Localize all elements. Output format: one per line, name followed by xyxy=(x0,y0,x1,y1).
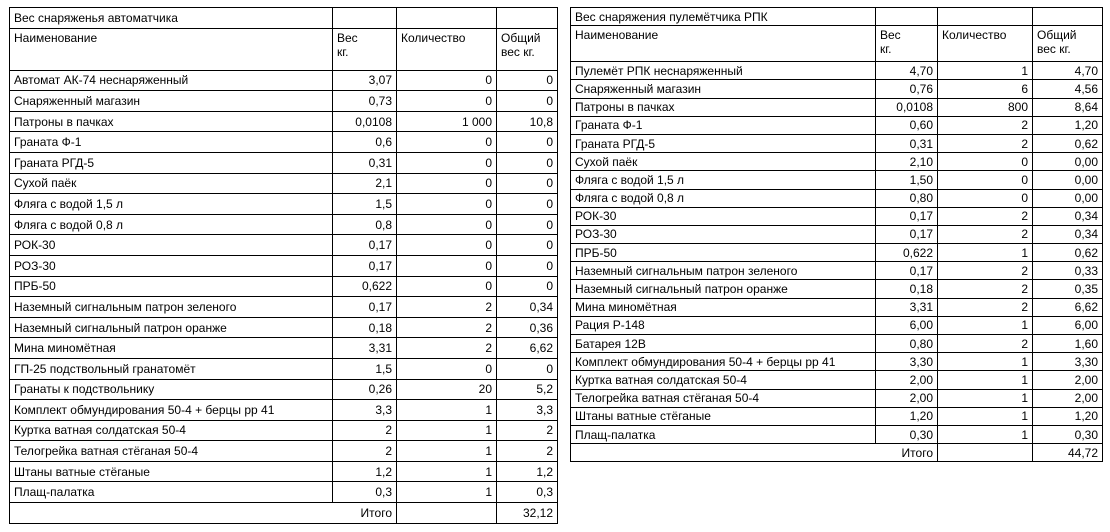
cell-weight[interactable]: 3,07 xyxy=(333,70,397,91)
cell-qty[interactable]: 0 xyxy=(938,189,1033,207)
cell-name[interactable]: Сухой паёк xyxy=(571,153,876,171)
cell-qty[interactable]: 20 xyxy=(397,379,497,400)
cell-name[interactable]: Рация Р-148 xyxy=(571,316,876,334)
cell-total[interactable]: 2,00 xyxy=(1033,371,1103,389)
cell-weight[interactable]: 0,31 xyxy=(333,152,397,173)
cell-total[interactable]: 0,3 xyxy=(497,482,558,503)
cell-qty[interactable]: 2 xyxy=(938,262,1033,280)
cell-qty[interactable]: 2 xyxy=(397,297,497,318)
cell-qty[interactable]: 1 xyxy=(938,425,1033,443)
cell-name[interactable]: Мина миномётная xyxy=(571,298,876,316)
cell-weight[interactable]: 0,60 xyxy=(876,116,938,134)
cell-weight[interactable]: 4,70 xyxy=(876,62,938,80)
table-row xyxy=(10,441,558,462)
cell-weight[interactable]: 1,5 xyxy=(333,194,397,215)
cell-name[interactable]: Фляга с водой 0,8 л xyxy=(571,189,876,207)
cell-name[interactable]: Пулемёт РПК неснаряженный xyxy=(571,62,876,80)
cell-qty[interactable]: 0 xyxy=(397,173,497,194)
col-header-qty[interactable]: Количество xyxy=(938,26,1033,62)
cell-qty[interactable]: 0 xyxy=(397,91,497,112)
cell-name[interactable]: ПРБ-50 xyxy=(571,244,876,262)
table-row xyxy=(10,317,558,338)
table-row xyxy=(10,173,558,194)
cell-name[interactable]: Автомат АК-74 неснаряженный xyxy=(10,70,333,91)
table-row xyxy=(571,371,1103,389)
cell-weight[interactable]: 6,00 xyxy=(876,316,938,334)
cell-total[interactable]: 6,62 xyxy=(1033,298,1103,316)
col-header-total[interactable]: Общий вес кг. xyxy=(1033,26,1103,62)
table-row xyxy=(571,171,1103,189)
table-row xyxy=(571,153,1103,171)
cell-qty[interactable]: 1 xyxy=(938,62,1033,80)
cell-total[interactable]: 2 xyxy=(497,441,558,462)
cell-weight[interactable]: 0,622 xyxy=(333,276,397,297)
table-row xyxy=(10,297,558,318)
table-row xyxy=(571,425,1103,443)
cell-name[interactable]: Фляга с водой 0,8 л xyxy=(10,214,333,235)
cell-qty[interactable]: 1 xyxy=(938,353,1033,371)
cell-total[interactable]: 0 xyxy=(497,194,558,215)
cell-qty[interactable]: 2 xyxy=(938,134,1033,152)
table-row xyxy=(10,255,558,276)
cell-qty[interactable]: 1 xyxy=(938,407,1033,425)
cell-qty[interactable]: 2 xyxy=(397,338,497,359)
cell-qty[interactable]: 1 xyxy=(938,371,1033,389)
cell-name[interactable]: Плащ-палатка xyxy=(10,482,333,503)
cell-name[interactable]: Фляга с водой 1,5 л xyxy=(10,194,333,215)
cell-total[interactable]: 0 xyxy=(497,214,558,235)
cell-weight[interactable]: 2,00 xyxy=(876,389,938,407)
cell-qty[interactable]: 1 xyxy=(397,482,497,503)
table-row xyxy=(571,298,1103,316)
table-row xyxy=(571,134,1103,152)
cell-weight[interactable]: 0,18 xyxy=(333,317,397,338)
cell-total[interactable]: 6,00 xyxy=(1033,316,1103,334)
table-title[interactable]: Вес снаряженья автоматчика xyxy=(10,8,333,29)
total-value[interactable]: 32,12 xyxy=(497,503,558,524)
cell-total[interactable]: 1,2 xyxy=(497,461,558,482)
cell-name[interactable]: Снаряженный магазин xyxy=(10,91,333,112)
cell-total[interactable]: 0,34 xyxy=(1033,225,1103,243)
table-row xyxy=(10,235,558,256)
cell-name[interactable]: Телогрейка ватная стёганая 50-4 xyxy=(571,389,876,407)
table-row xyxy=(571,407,1103,425)
cell-weight[interactable]: 1,5 xyxy=(333,358,397,379)
cell-total[interactable]: 0,00 xyxy=(1033,189,1103,207)
cell-qty[interactable]: 0 xyxy=(397,70,497,91)
table-row xyxy=(571,62,1103,80)
cell-name[interactable]: Комплект обмундирования 50-4 + берцы рр 41 xyxy=(10,400,333,421)
cell-weight[interactable]: 0,622 xyxy=(876,244,938,262)
total-value[interactable]: 44,72 xyxy=(1033,444,1103,462)
cell-name[interactable]: Граната Ф-1 xyxy=(571,116,876,134)
table-row xyxy=(10,338,558,359)
cell-total[interactable]: 1,20 xyxy=(1033,116,1103,134)
cell-weight[interactable]: 0,18 xyxy=(876,280,938,298)
cell-total[interactable]: 0,62 xyxy=(1033,134,1103,152)
cell-name[interactable]: Штаны ватные стёганые xyxy=(10,461,333,482)
cell-weight[interactable]: 3,31 xyxy=(876,298,938,316)
cell-name[interactable]: Комплект обмундирования 50-4 + берцы рр 41 xyxy=(571,353,876,371)
cell-weight[interactable]: 2,1 xyxy=(333,173,397,194)
cell-total[interactable]: 2 xyxy=(497,420,558,441)
cell-weight[interactable]: 1,2 xyxy=(333,461,397,482)
cell-name[interactable]: РОЗ-30 xyxy=(10,255,333,276)
cell-qty[interactable]: 0 xyxy=(397,358,497,379)
cell-weight[interactable]: 0,17 xyxy=(876,262,938,280)
table-row xyxy=(10,132,558,153)
cell-name[interactable]: Патроны в пачках xyxy=(10,111,333,132)
col-header-name[interactable]: Наименование xyxy=(571,26,876,62)
cell-total[interactable]: 0,35 xyxy=(1033,280,1103,298)
cell-name[interactable]: Граната Ф-1 xyxy=(10,132,333,153)
cell-name[interactable]: Плащ-палатка xyxy=(571,425,876,443)
total-row xyxy=(10,503,558,524)
table-row xyxy=(10,379,558,400)
cell-total[interactable]: 0,34 xyxy=(1033,207,1103,225)
table-row xyxy=(10,276,558,297)
table-row xyxy=(571,262,1103,280)
gunner-weight-table xyxy=(570,7,1103,462)
cell-name[interactable]: Граната РГД-5 xyxy=(571,134,876,152)
cell-weight[interactable]: 0,17 xyxy=(876,225,938,243)
cell-total[interactable]: 0 xyxy=(497,276,558,297)
cell-total[interactable]: 0,00 xyxy=(1033,153,1103,171)
col-header-qty[interactable]: Количество xyxy=(397,28,497,70)
cell-qty[interactable]: 2 xyxy=(938,298,1033,316)
cell-total[interactable]: 0,34 xyxy=(497,297,558,318)
cell-weight[interactable]: 0,80 xyxy=(876,335,938,353)
cell-name[interactable]: Патроны в пачках xyxy=(571,98,876,116)
cell-name[interactable]: РОЗ-30 xyxy=(571,225,876,243)
cell-total[interactable]: 0 xyxy=(497,173,558,194)
cell-qty[interactable]: 2 xyxy=(938,280,1033,298)
cell-weight[interactable]: 0,31 xyxy=(876,134,938,152)
cell-qty[interactable]: 6 xyxy=(938,80,1033,98)
cell-qty[interactable]: 2 xyxy=(938,225,1033,243)
table-row xyxy=(571,80,1103,98)
cell-qty[interactable]: 1 000 xyxy=(397,111,497,132)
cell-total[interactable]: 10,8 xyxy=(497,111,558,132)
cell-qty[interactable]: 0 xyxy=(397,132,497,153)
cell-total[interactable]: 6,62 xyxy=(497,338,558,359)
cell-weight[interactable]: 0,76 xyxy=(876,80,938,98)
cell-total[interactable]: 0 xyxy=(497,152,558,173)
cell-weight[interactable]: 0,0108 xyxy=(333,111,397,132)
table-row xyxy=(571,335,1103,353)
table-title[interactable]: Вес снаряжения пулемётчика РПК xyxy=(571,8,876,26)
cell-name[interactable]: Штаны ватные стёганые xyxy=(571,407,876,425)
cell-qty[interactable]: 1 xyxy=(938,316,1033,334)
table-row xyxy=(571,116,1103,134)
cell-total[interactable]: 0,33 xyxy=(1033,262,1103,280)
cell-name[interactable]: Наземный сигнальным патрон зеленого xyxy=(571,262,876,280)
cell-name[interactable]: Наземный сигнальный патрон оранже xyxy=(571,280,876,298)
total-label[interactable]: Итого xyxy=(10,503,397,524)
cell-qty[interactable]: 1 xyxy=(938,244,1033,262)
cell-qty[interactable]: 0 xyxy=(397,276,497,297)
cell-weight[interactable]: 2 xyxy=(333,441,397,462)
table-row xyxy=(10,152,558,173)
cell-name[interactable]: Фляга с водой 1,5 л xyxy=(571,171,876,189)
total-label[interactable]: Итого xyxy=(571,444,938,462)
cell-qty[interactable]: 0 xyxy=(938,153,1033,171)
cell-weight[interactable]: 0,17 xyxy=(333,235,397,256)
cell-qty[interactable]: 1 xyxy=(938,389,1033,407)
cell-weight[interactable]: 3,31 xyxy=(333,338,397,359)
table-row xyxy=(571,280,1103,298)
table-row xyxy=(10,91,558,112)
table-row xyxy=(571,189,1103,207)
cell-name[interactable]: Телогрейка ватная стёганая 50-4 xyxy=(10,441,333,462)
cell-qty[interactable]: 2 xyxy=(938,207,1033,225)
cell-qty[interactable]: 800 xyxy=(938,98,1033,116)
cell-qty[interactable]: 1 xyxy=(397,461,497,482)
cell-qty[interactable]: 2 xyxy=(938,116,1033,134)
table-row xyxy=(571,244,1103,262)
cell-qty[interactable]: 2 xyxy=(397,317,497,338)
cell-total[interactable]: 0 xyxy=(497,91,558,112)
cell-name[interactable]: Батарея 12В xyxy=(571,335,876,353)
cell-weight[interactable]: 0,73 xyxy=(333,91,397,112)
cell-weight[interactable]: 2 xyxy=(333,420,397,441)
cell-total[interactable]: 3,30 xyxy=(1033,353,1103,371)
cell-total[interactable]: 0,62 xyxy=(1033,244,1103,262)
cell-name[interactable]: Снаряженный магазин xyxy=(571,80,876,98)
cell-weight[interactable]: 0,17 xyxy=(876,207,938,225)
cell-name[interactable]: ГП-25 подствольный гранатомёт xyxy=(10,358,333,379)
cell-weight[interactable]: 0,30 xyxy=(876,425,938,443)
cell-qty[interactable]: 0 xyxy=(397,255,497,276)
cell-weight[interactable]: 0,26 xyxy=(333,379,397,400)
table-row xyxy=(571,98,1103,116)
cell-weight[interactable]: 3,30 xyxy=(876,353,938,371)
cell-total[interactable]: 3,3 xyxy=(497,400,558,421)
cell-total[interactable]: 0 xyxy=(497,132,558,153)
cell-weight[interactable]: 2,00 xyxy=(876,371,938,389)
cell-total[interactable]: 4,70 xyxy=(1033,62,1103,80)
table-row xyxy=(571,207,1103,225)
table-row xyxy=(10,111,558,132)
cell-weight[interactable]: 0,80 xyxy=(876,189,938,207)
cell-total[interactable]: 0,00 xyxy=(1033,171,1103,189)
table-row xyxy=(571,389,1103,407)
rifleman-weight-table xyxy=(9,7,558,524)
cell-qty[interactable]: 0 xyxy=(397,235,497,256)
cell-qty[interactable]: 1 xyxy=(397,441,497,462)
cell-weight[interactable]: 0,17 xyxy=(333,297,397,318)
cell-qty[interactable]: 0 xyxy=(938,171,1033,189)
table-row xyxy=(10,70,558,91)
table-row xyxy=(10,461,558,482)
cell-total[interactable]: 0,36 xyxy=(497,317,558,338)
cell-name[interactable]: РОК-30 xyxy=(10,235,333,256)
cell-qty[interactable]: 1 xyxy=(397,400,497,421)
cell-weight[interactable]: 2,10 xyxy=(876,153,938,171)
cell-name[interactable]: Гранаты к подствольнику xyxy=(10,379,333,400)
cell-name[interactable]: РОК-30 xyxy=(571,207,876,225)
cell-total[interactable]: 2,00 xyxy=(1033,389,1103,407)
cell-name[interactable]: Куртка ватная солдатская 50-4 xyxy=(10,420,333,441)
table-row xyxy=(10,400,558,421)
cell-qty[interactable]: 0 xyxy=(397,214,497,235)
cell-weight[interactable]: 0,17 xyxy=(333,255,397,276)
cell-weight[interactable]: 0,3 xyxy=(333,482,397,503)
cell-total[interactable]: 0 xyxy=(497,235,558,256)
table-row xyxy=(10,214,558,235)
table-row xyxy=(10,194,558,215)
cell-weight[interactable]: 0,8 xyxy=(333,214,397,235)
cell-name[interactable]: Граната РГД-5 xyxy=(10,152,333,173)
cell-total[interactable]: 4,56 xyxy=(1033,80,1103,98)
cell-name[interactable]: Мина миномётная xyxy=(10,338,333,359)
cell-total[interactable]: 1,20 xyxy=(1033,407,1103,425)
col-header-total[interactable]: Общий вес кг. xyxy=(497,28,558,70)
cell-total[interactable]: 0 xyxy=(497,255,558,276)
cell-total[interactable]: 1,60 xyxy=(1033,335,1103,353)
total-row xyxy=(571,444,1103,462)
col-header-weight[interactable]: Вес кг. xyxy=(876,26,938,62)
cell-total[interactable]: 5,2 xyxy=(497,379,558,400)
cell-qty[interactable]: 2 xyxy=(938,335,1033,353)
table-row xyxy=(10,358,558,379)
cell-weight[interactable]: 1,20 xyxy=(876,407,938,425)
cell-weight[interactable]: 1,50 xyxy=(876,171,938,189)
table-row xyxy=(10,420,558,441)
cell-qty[interactable]: 1 xyxy=(397,420,497,441)
cell-weight[interactable]: 3,3 xyxy=(333,400,397,421)
cell-weight[interactable]: 0,6 xyxy=(333,132,397,153)
cell-total[interactable]: 0 xyxy=(497,358,558,379)
col-header-name[interactable]: Наименование xyxy=(10,28,333,70)
cell-total[interactable]: 8,64 xyxy=(1033,98,1103,116)
cell-qty[interactable]: 0 xyxy=(397,194,497,215)
cell-name[interactable]: Наземный сигнальный патрон оранже xyxy=(10,317,333,338)
table-row xyxy=(571,316,1103,334)
cell-name[interactable]: Куртка ватная солдатская 50-4 xyxy=(571,371,876,389)
cell-name[interactable]: Сухой паёк xyxy=(10,173,333,194)
cell-total[interactable]: 0 xyxy=(497,70,558,91)
table-row xyxy=(571,225,1103,243)
cell-total[interactable]: 0,30 xyxy=(1033,425,1103,443)
col-header-weight[interactable]: Вес кг. xyxy=(333,28,397,70)
cell-name[interactable]: Наземный сигнальным патрон зеленого xyxy=(10,297,333,318)
table-row xyxy=(10,482,558,503)
table-row xyxy=(571,353,1103,371)
cell-weight[interactable]: 0,0108 xyxy=(876,98,938,116)
cell-qty[interactable]: 0 xyxy=(397,152,497,173)
cell-name[interactable]: ПРБ-50 xyxy=(10,276,333,297)
